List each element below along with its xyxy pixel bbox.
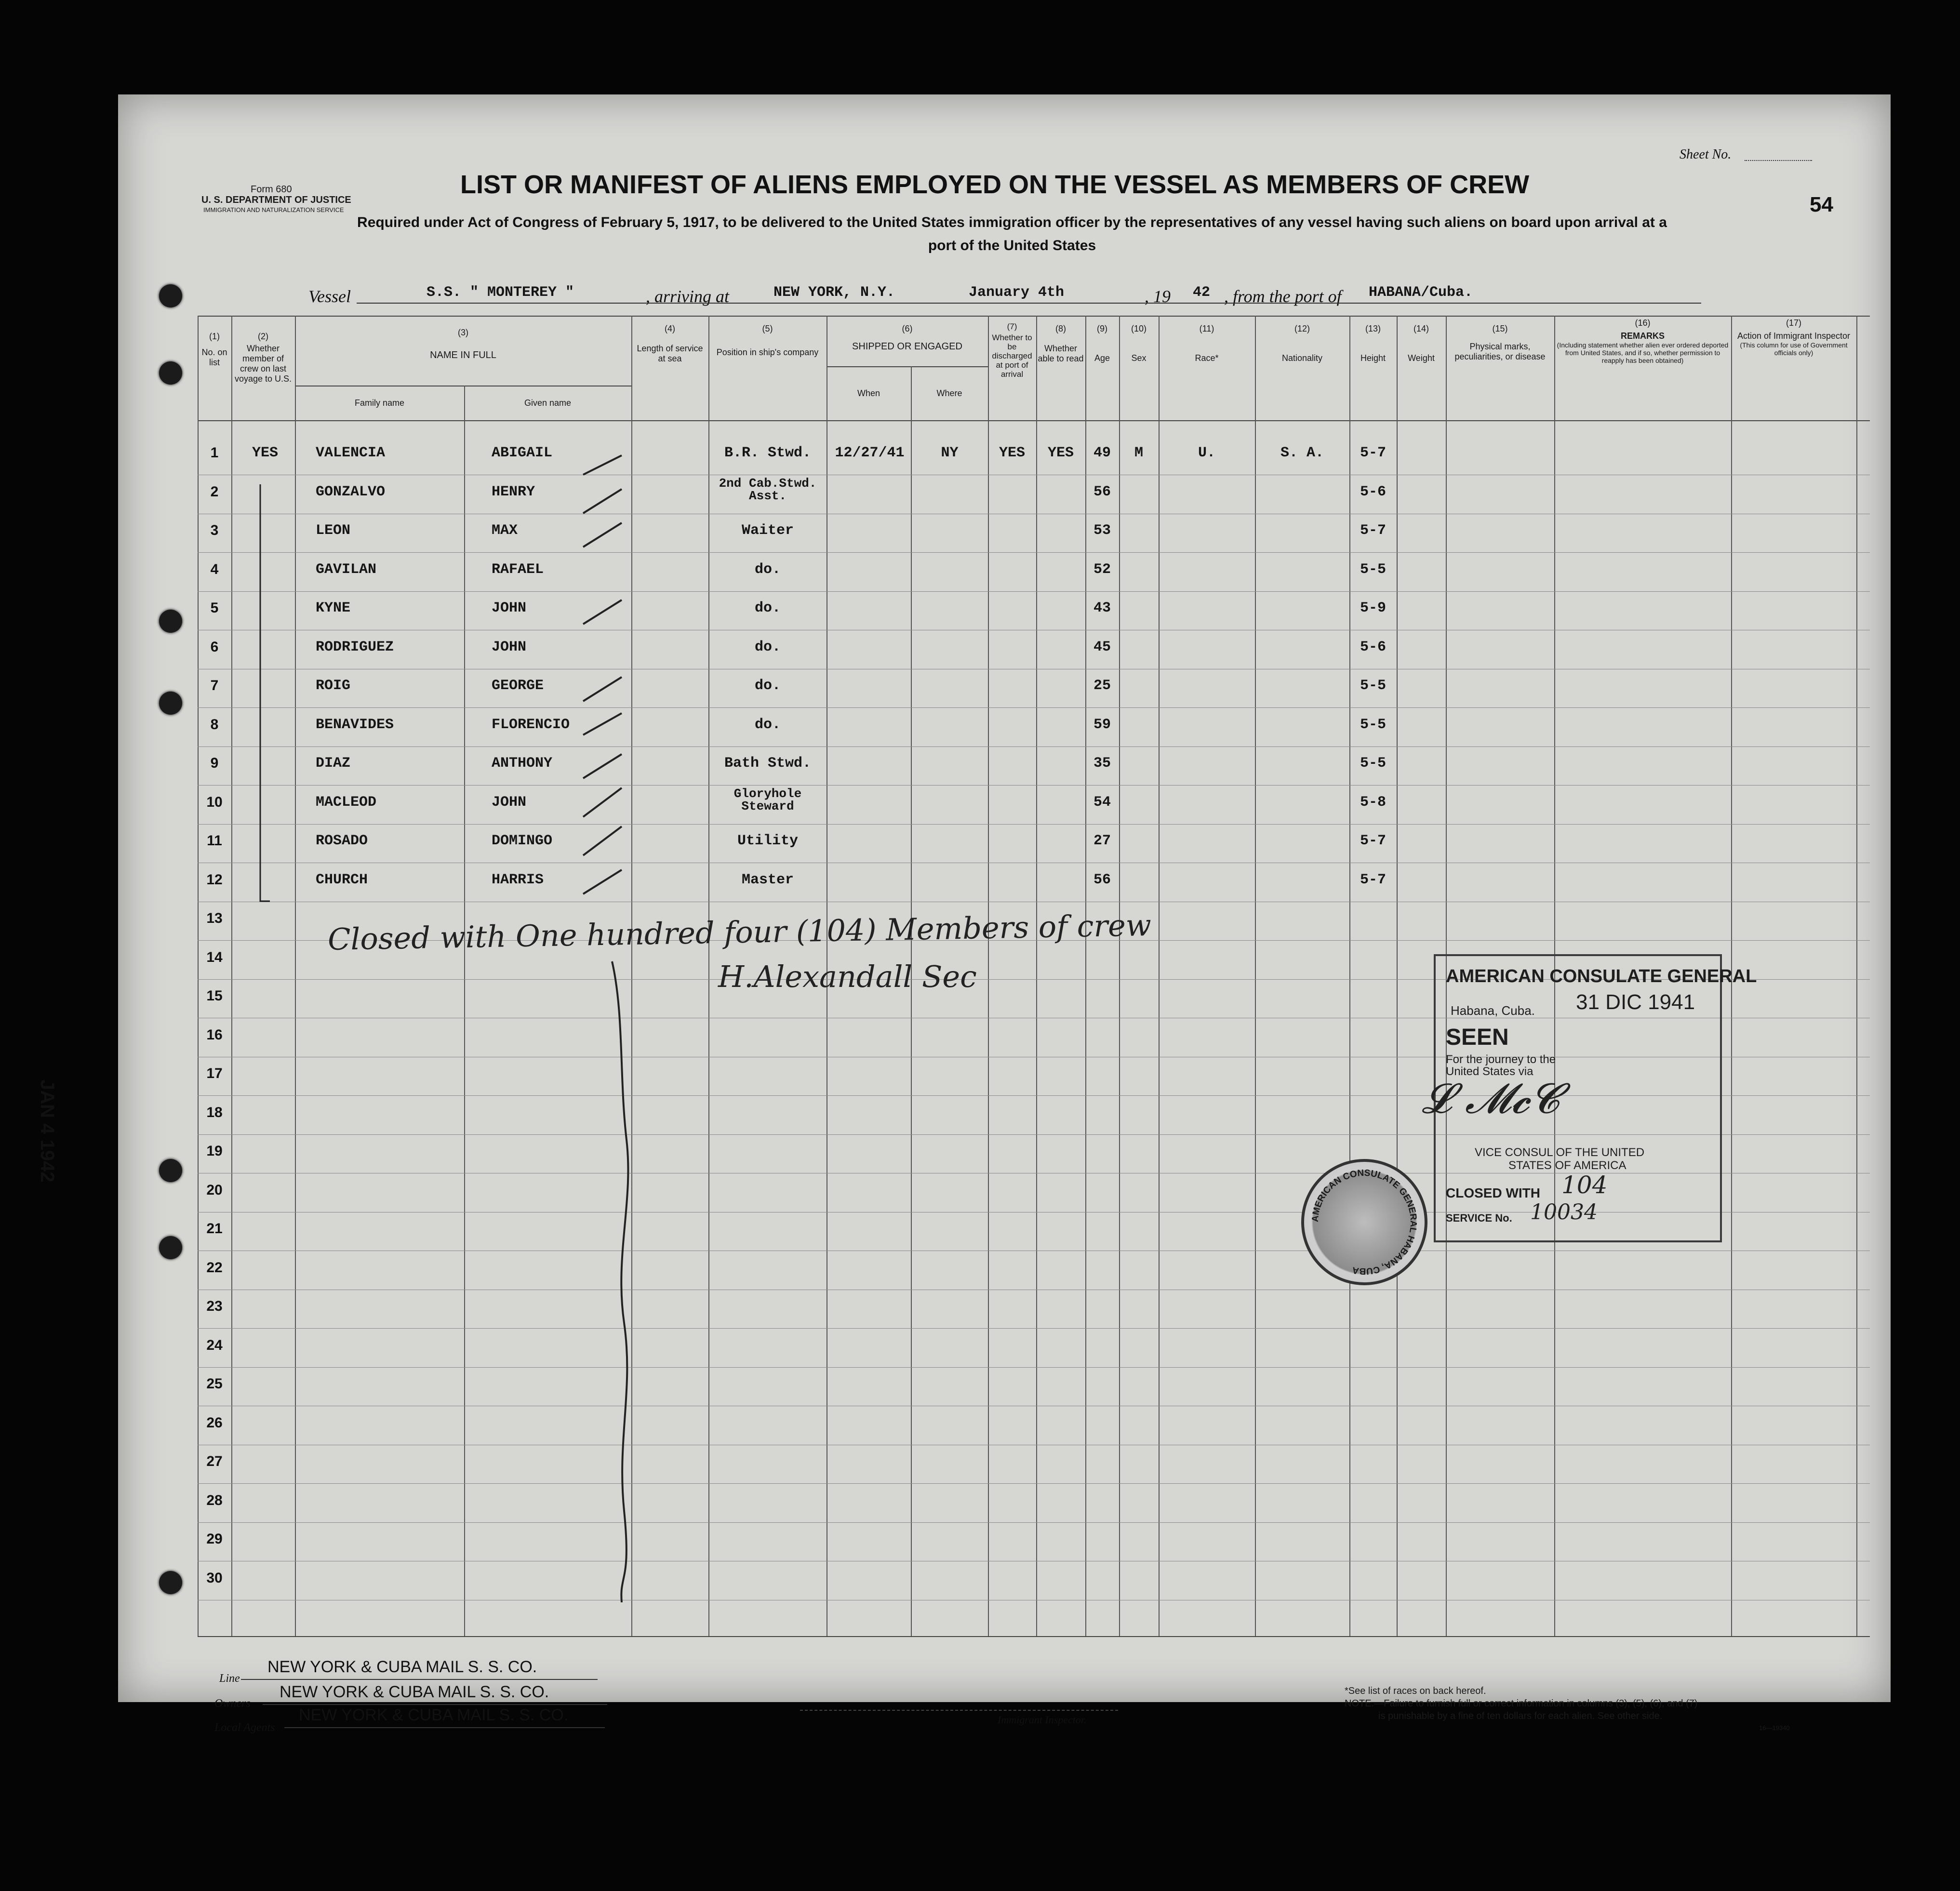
- footer-line-value: NEW YORK & CUBA MAIL S. S. CO.: [267, 1658, 537, 1676]
- subtitle-line-2: port of the United States: [928, 238, 1096, 253]
- row-number: 4: [210, 561, 219, 577]
- inspector-signature-line: [800, 1710, 1118, 1711]
- footer-note-fine: is punishable by a fine of ten dollars for each alien. See other side.: [1378, 1711, 1663, 1721]
- cell-height: 5-7: [1360, 522, 1386, 539]
- cell-height: 5-5: [1360, 561, 1386, 578]
- cell-height: 5-6: [1360, 639, 1386, 655]
- row-number: 23: [206, 1298, 223, 1314]
- row-check-marks: [578, 451, 636, 904]
- cell-age: 53: [1093, 522, 1111, 539]
- header-bottom-border: [198, 420, 1870, 421]
- row-number: 20: [206, 1182, 223, 1198]
- row-number: 21: [206, 1221, 223, 1237]
- departure-port: HABANA/Cuba.: [1369, 284, 1473, 301]
- cell-age: 25: [1093, 678, 1111, 694]
- row-separator: [198, 746, 1870, 747]
- footer-note-failure: NOTE.—Failure to furnish full or correct information in columns (3), (5), (6), and (7): [1345, 1698, 1698, 1709]
- row-separator: [198, 1328, 1870, 1329]
- cell-given: HARRIS: [492, 872, 544, 888]
- cell-family: GAVILAN: [316, 561, 377, 578]
- cell-given: DOMINGO: [492, 833, 553, 849]
- cell-position: do.: [754, 561, 781, 578]
- col-header-name: (3) NAME IN FULL: [430, 328, 496, 360]
- col-header-physical-marks: (15) Physical marks, peculiarities, or disease: [1454, 324, 1546, 361]
- last-voyage-bracket: [253, 482, 272, 906]
- year-prefix: , 19: [1145, 287, 1171, 306]
- vessel-line-underline: [357, 303, 1701, 304]
- shipped-subheader-line: [827, 366, 988, 367]
- consul-signature-handwritten: 𝓛 𝓜𝓬𝓒: [1422, 1075, 1560, 1123]
- row-number: 15: [206, 988, 223, 1004]
- cell-height: 5-8: [1360, 794, 1386, 811]
- cell-position: Waiter: [741, 522, 794, 539]
- form-subtitle: [202, 214, 1822, 254]
- row-separator: [198, 707, 1870, 708]
- punch-hole: [159, 692, 182, 715]
- stamp-date: 31 DIC 1941: [1576, 990, 1695, 1014]
- margin-date-stamp: JAN 4 1942: [37, 1079, 58, 1183]
- stamp-consul-line1: VICE CONSUL OF THE UNITED: [1475, 1146, 1645, 1159]
- footer-owners-label: Owners: [214, 1697, 251, 1710]
- row-separator: [198, 1367, 1870, 1368]
- row-number: 29: [206, 1531, 223, 1547]
- cell-given: JOHN: [492, 639, 527, 655]
- cell-position: 2nd Cab.Stwd. Asst.: [719, 476, 817, 503]
- cell-height: 5-5: [1360, 755, 1386, 772]
- cell-height: 5-6: [1360, 484, 1386, 500]
- department-name: U. S. DEPARTMENT OF JUSTICE: [201, 195, 351, 205]
- row-number: 22: [206, 1260, 223, 1276]
- arrival-port: NEW YORK, N.Y.: [773, 284, 895, 301]
- row-number: 25: [206, 1376, 223, 1392]
- col-header-race: (11) Race*: [1195, 324, 1219, 363]
- cell-position: do.: [754, 678, 781, 694]
- footer-note-races: *See list of races on back hereof.: [1345, 1686, 1486, 1696]
- cell-family: DIAZ: [316, 755, 351, 772]
- col-header-inspector-action: (17) Action of Immigrant Inspector (This column for use of Government officials only): [1737, 318, 1851, 357]
- sheet-number-label: Sheet No.: [1680, 147, 1732, 162]
- stamp-seen: SEEN: [1446, 1025, 1509, 1050]
- stamp-closed-with: CLOSED WITH: [1446, 1185, 1540, 1200]
- row-separator: [198, 1483, 1870, 1484]
- footer-agents-underline: [284, 1727, 605, 1728]
- row-number: 17: [206, 1065, 223, 1081]
- cell-family: LEON: [316, 522, 351, 539]
- col-header-length-service: (4) Length of service at sea: [637, 324, 703, 363]
- row-number: 5: [210, 600, 219, 616]
- col-header-given-name: Given name: [524, 398, 572, 408]
- cell-age: 59: [1093, 717, 1111, 733]
- footer-line-label: Line: [219, 1672, 240, 1685]
- cell-position: Master: [741, 872, 794, 888]
- row-separator: [198, 824, 1870, 825]
- cell-family: ROIG: [316, 678, 351, 694]
- cell-family: RODRIGUEZ: [316, 639, 394, 655]
- cell-age: 45: [1093, 639, 1111, 655]
- signature-handwritten: H.Alexandall Sec: [718, 959, 977, 994]
- punch-hole: [159, 1236, 182, 1259]
- row-number: 24: [206, 1337, 223, 1353]
- punch-hole: [159, 1571, 182, 1594]
- footer-owners-value: NEW YORK & CUBA MAIL S. S. CO.: [280, 1683, 549, 1701]
- col-header-position: (5) Position in ship's company: [716, 324, 819, 357]
- cell-given: MAX: [492, 522, 518, 539]
- row-number: 14: [206, 949, 223, 965]
- cell-last-voyage: YES: [252, 445, 278, 461]
- col-header-discharged: (7) Whether to be discharged at port of arrival: [992, 322, 1032, 379]
- stamp-service-no: SERVICE No.: [1446, 1212, 1512, 1224]
- cell-given: RAFAEL: [492, 561, 544, 578]
- cell-age: 56: [1093, 872, 1111, 888]
- cell-read: YES: [1047, 445, 1074, 461]
- page-title: LIST OR MANIFEST OF ALIENS EMPLOYED ON THE VESSEL AS MEMBERS OF CREW: [460, 170, 1530, 199]
- service-name: IMMIGRATION AND NATURALIZATION SERVICE: [203, 206, 344, 213]
- cell-age: 27: [1093, 833, 1111, 849]
- punch-hole: [159, 610, 182, 633]
- col-header-last-voyage: (2) Whether member of crew on last voyage to U.S.: [234, 332, 292, 384]
- stamp-closed-with-value: 104: [1561, 1171, 1608, 1199]
- cell-height: 5-5: [1360, 717, 1386, 733]
- cell-family: VALENCIA: [316, 445, 386, 461]
- cell-race: U.: [1198, 445, 1215, 461]
- stamp-service-no-value: 10034: [1530, 1200, 1598, 1225]
- cell-family: ROSADO: [316, 833, 368, 849]
- cell-discharged: YES: [999, 445, 1025, 461]
- col-header-nationality: (12) Nationality: [1281, 324, 1323, 363]
- cell-family: MACLEOD: [316, 794, 377, 811]
- cell-position: Utility: [737, 833, 799, 849]
- table-top-border: [198, 316, 1870, 317]
- footer-owners-underline: [263, 1704, 607, 1705]
- cell-height: 5-5: [1360, 678, 1386, 694]
- arrival-year: 42: [1193, 284, 1211, 301]
- inspector-label: Immigrant Inspector.: [998, 1714, 1087, 1726]
- col-header-no: (1) No. on list: [201, 332, 227, 367]
- cell-height: 5-7: [1360, 445, 1386, 461]
- row-number: 12: [206, 872, 223, 888]
- punch-hole: [159, 284, 182, 307]
- subtitle-line-1: Required under Act of Congress of February 5, 1917, to be delivered to the United States immigration officer by the representatives of any vessel having such aliens on board upon arrival at a: [357, 214, 1667, 230]
- cell-given: HENRY: [492, 484, 535, 500]
- cell-given: ANTHONY: [492, 755, 553, 772]
- cell-when: 12/27/41: [835, 445, 905, 461]
- col-header-age: (9) Age: [1094, 324, 1110, 363]
- footer-agents-value: NEW YORK & CUBA MAIL S. S. CO.: [299, 1706, 569, 1724]
- page-number: 54: [1810, 193, 1833, 216]
- footer-agents-label: Local Agents: [214, 1721, 275, 1734]
- col-header-family-name: Family name: [354, 398, 405, 408]
- stamp-title: AMERICAN CONSULATE GENERAL: [1446, 966, 1757, 986]
- cell-age: 54: [1093, 794, 1111, 811]
- row-number: 18: [206, 1105, 223, 1120]
- col-header-read: (8) Whether able to read: [1038, 324, 1084, 363]
- row-number: 2: [210, 484, 219, 500]
- punch-hole: [159, 1159, 182, 1182]
- sheet-number-line: [1745, 160, 1812, 161]
- cell-age: 56: [1093, 484, 1111, 500]
- col-header-height: (13) Height: [1360, 324, 1386, 363]
- closing-note-handwritten: Closed with One hundred four (104) Members of crew: [327, 907, 1152, 957]
- svg-text:AMERICAN CONSULATE GENERAL HA: AMERICAN CONSULATE GENERAL HABANA, CUBA: [1310, 1168, 1419, 1277]
- row-separator: [198, 785, 1870, 786]
- cell-family: BENAVIDES: [316, 717, 394, 733]
- cell-given: FLORENCIO: [492, 717, 570, 733]
- cell-age: 52: [1093, 561, 1111, 578]
- cell-position: do.: [754, 639, 781, 655]
- vessel-label: Vessel: [308, 287, 351, 306]
- col-header-remarks: (16) REMARKS (Including statement whether alien ever ordered deported from United States, and if so, whether permission to reapply has been obtained): [1557, 318, 1729, 364]
- cell-given: JOHN: [492, 600, 527, 616]
- cell-family: CHURCH: [316, 872, 368, 888]
- row-number: 13: [206, 910, 223, 926]
- cell-given: ABIGAIL: [492, 445, 553, 461]
- seal-text: [1301, 1159, 1427, 1285]
- col-header-shipped: (6) SHIPPED OR ENGAGED: [852, 324, 962, 352]
- row-number: 27: [206, 1453, 223, 1469]
- row-number: 9: [210, 755, 219, 771]
- cell-age: 43: [1093, 600, 1111, 616]
- row-separator: [198, 591, 1870, 592]
- cell-where: NY: [941, 445, 959, 461]
- col-header-weight: (14) Weight: [1408, 324, 1435, 363]
- cell-sex: M: [1134, 445, 1143, 461]
- footer-line-underline: [241, 1679, 598, 1680]
- row-number: 6: [210, 639, 219, 655]
- handwritten-bracket-line: [598, 957, 655, 1607]
- cell-nationality: S. A.: [1280, 445, 1324, 461]
- cell-given: GEORGE: [492, 678, 544, 694]
- row-number: 7: [210, 678, 219, 693]
- form-number: Form 680: [251, 184, 292, 195]
- from-port-label: , from the port of: [1224, 287, 1342, 306]
- cell-height: 5-9: [1360, 600, 1386, 616]
- cell-position: B.R. Stwd.: [724, 445, 812, 461]
- cell-age: 35: [1093, 755, 1111, 772]
- row-separator: [198, 552, 1870, 553]
- row-number: 16: [206, 1027, 223, 1043]
- row-number: 30: [206, 1570, 223, 1586]
- row-number: 3: [210, 522, 219, 538]
- cell-age: 49: [1093, 445, 1111, 461]
- col-line: [911, 366, 912, 1636]
- stamp-city: Habana, Cuba.: [1451, 1003, 1535, 1018]
- cell-position: do.: [754, 600, 781, 616]
- table-bottom-border: [198, 1636, 1870, 1637]
- arriving-label: , arriving at: [646, 287, 730, 306]
- row-number: 26: [206, 1415, 223, 1431]
- cell-given: JOHN: [492, 794, 527, 811]
- stamp-journey: For the journey to the: [1446, 1053, 1556, 1066]
- cell-family: KYNE: [316, 600, 351, 616]
- punch-hole: [159, 361, 182, 385]
- row-number: 19: [206, 1143, 223, 1159]
- col-header-when: When: [857, 388, 880, 398]
- cell-height: 5-7: [1360, 872, 1386, 888]
- col-header-sex: (10) Sex: [1131, 324, 1147, 363]
- print-code: 16—19340: [1759, 1724, 1790, 1731]
- stamp-consul-line2: STATES OF AMERICA: [1508, 1159, 1627, 1172]
- col-header-where: Where: [936, 388, 962, 398]
- stamp-via: United States via: [1446, 1065, 1533, 1078]
- cell-position: do.: [754, 717, 781, 733]
- arrival-date: January 4th: [969, 284, 1065, 301]
- cell-height: 5-7: [1360, 833, 1386, 849]
- row-number: 28: [206, 1492, 223, 1508]
- row-number: 8: [210, 717, 219, 732]
- vessel-name: S.S. " MONTEREY ": [427, 284, 574, 301]
- row-number: 10: [206, 794, 223, 810]
- row-number: 1: [210, 445, 219, 461]
- cell-position: Bath Stwd.: [724, 755, 812, 772]
- cell-family: GONZALVO: [316, 484, 386, 500]
- col-line: [464, 386, 465, 1636]
- cell-position: Gloryhole Steward: [733, 786, 802, 813]
- row-separator: [198, 1522, 1870, 1523]
- row-number: 11: [207, 833, 222, 849]
